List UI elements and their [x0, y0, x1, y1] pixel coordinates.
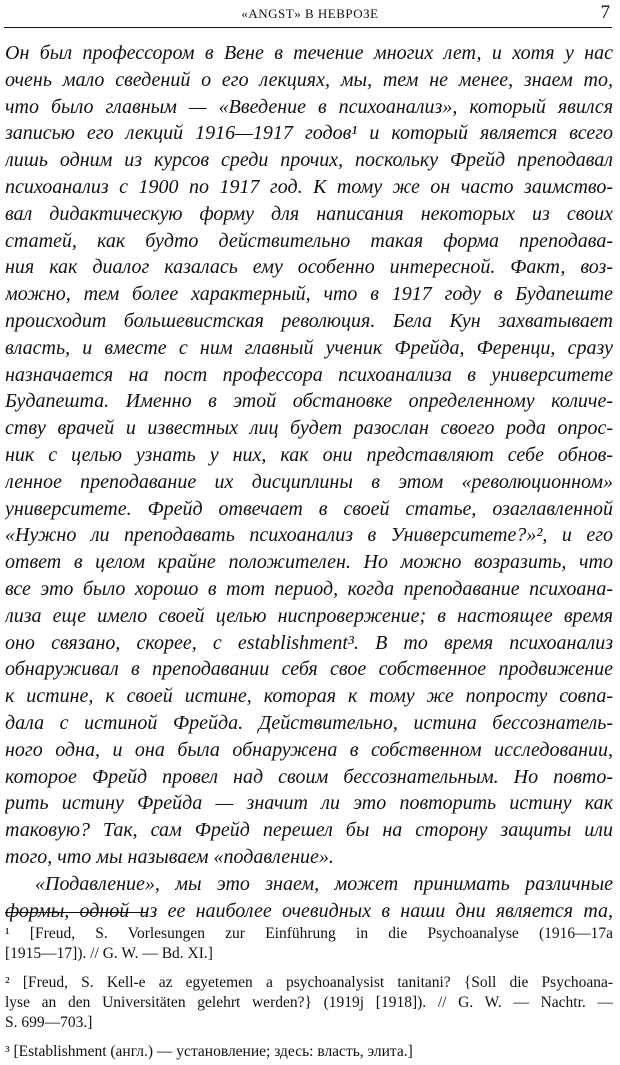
text-line: ству врачей и известных лиц будет разослан своего рода опрос- — [5, 417, 613, 440]
text-line: рить истину Фрейда — значит ли это повторить истину как — [5, 792, 613, 815]
text-line: очень мало сведений о его лекциях, мы, тем не менее, знаем то, — [5, 68, 613, 91]
text-line: обнаруживал в преподавании себя свое собственное продвижение — [5, 658, 613, 681]
text-line: психоанализ с 1900 по 1917 год. К тому же он часто заимство- — [5, 175, 613, 198]
text-line: все это было хорошо в тот период, когда преподавание психоана- — [5, 577, 613, 600]
footnote-line: ² [Freud, S. Kell-e az egyetemen a psychoanalysist tanitani? {Soll die Psychoana- — [5, 974, 613, 991]
footnote-line: ³ [Establishment (англ.) — установление; здесь: власть, элита.] — [5, 1043, 413, 1060]
text-line: формы, одной из ее наиболее очевидных в наши дни является та, — [5, 899, 613, 922]
text-line: ленное преподавание их дисциплины в этом «революционном» — [5, 470, 613, 493]
text-line: лишь одним из курсов среди прочих, поскольку Фрейд преподавал — [5, 149, 613, 172]
text-line: можно, тем более характерный, что в 1917 году в Будапеште — [5, 283, 613, 306]
text-line: университете. Фрейд отвечает в своей статье, озаглавленной — [5, 497, 613, 520]
running-head: «ANGST» В НЕВРОЗЕ — [241, 6, 379, 21]
footnote-2 — [5, 973, 613, 1033]
text-line: которое Фрейд провел над своим бессознательным. Но повто- — [5, 765, 613, 788]
text-line: лиза еще имело своей целью ниспровержение; в настоящее время — [5, 604, 613, 627]
text-line: того, что мы называем «подавление». — [5, 845, 334, 868]
footnote-1 — [5, 924, 613, 964]
paragraph-start-line: «Подавление», мы это знаем, может принимать различные — [35, 872, 613, 895]
footnote-rule — [5, 912, 147, 913]
text-line: ного одна, и она была обнаружена в собственном исследовании, — [5, 738, 613, 761]
text-line: к истине, к своей истине, которая к тому же попросту совпа- — [5, 685, 613, 708]
footnote-line: [1915—17]). // G. W. — Bd. XI.] — [5, 945, 213, 962]
text-line: назначается на пост профессора психоанализа в университете — [5, 363, 613, 386]
footnote-line: S. 699—703.] — [5, 1014, 93, 1031]
text-line: «Нужно ли преподавать психоанализ в Университете?»², и его — [5, 524, 613, 547]
text-line: ния как диалог казалась ему особенно интересной. Факт, воз- — [5, 256, 613, 279]
footnote-3 — [5, 1042, 613, 1062]
text-line: записью его лекций 1916—1917 годов¹ и который является всего — [5, 122, 613, 145]
text-line: власть, и вместе с ним главный ученик Фрейда, Ференци, сразу — [5, 336, 613, 359]
text-line: статей, как будто действительно такая форма преподава- — [5, 229, 613, 252]
header-rule — [4, 27, 612, 28]
text-line: Он был профессором в Вене в течение многих лет, и хотя у нас — [5, 42, 613, 64]
text-line: ответ в целом крайне положителен. Но можно возразить, что — [5, 551, 613, 574]
text-line: происходит большевистская революция. Бела Кун захватывает — [5, 309, 613, 332]
text-line: Будапешта. Именно в этой обстановке определенному количе- — [5, 390, 613, 413]
page-header — [0, 0, 620, 30]
text-line: оно связано, скорее, с establishment³. В то время психоанализ — [5, 631, 613, 654]
text-line: что было главным — «Введение в психоанализ», который явился — [5, 95, 613, 118]
footnote-line: ¹ [Freud, S. Vorlesungen zur Einführung in die Psychoanalyse (1916—17a — [5, 925, 613, 942]
text-line: вал дидактическую форму для написания некоторых из своих — [5, 202, 613, 225]
footnote-line: lyse an den Universitäten gelehrt werden?} (1919j [1918]). // G. W. — Nachtr. — — [5, 994, 613, 1011]
text-line: дала с истиной Фрейда. Действительно, истина бессознатель- — [5, 711, 613, 734]
body-text — [5, 40, 613, 924]
page-number: 7 — [600, 2, 610, 23]
text-line: таковую? Так, сам Фрейд перешел бы на сторону защиты или — [5, 819, 613, 842]
text-line: ник с целью узнать у них, как они представляют себе обнов- — [5, 443, 613, 466]
footnotes — [5, 924, 613, 1062]
